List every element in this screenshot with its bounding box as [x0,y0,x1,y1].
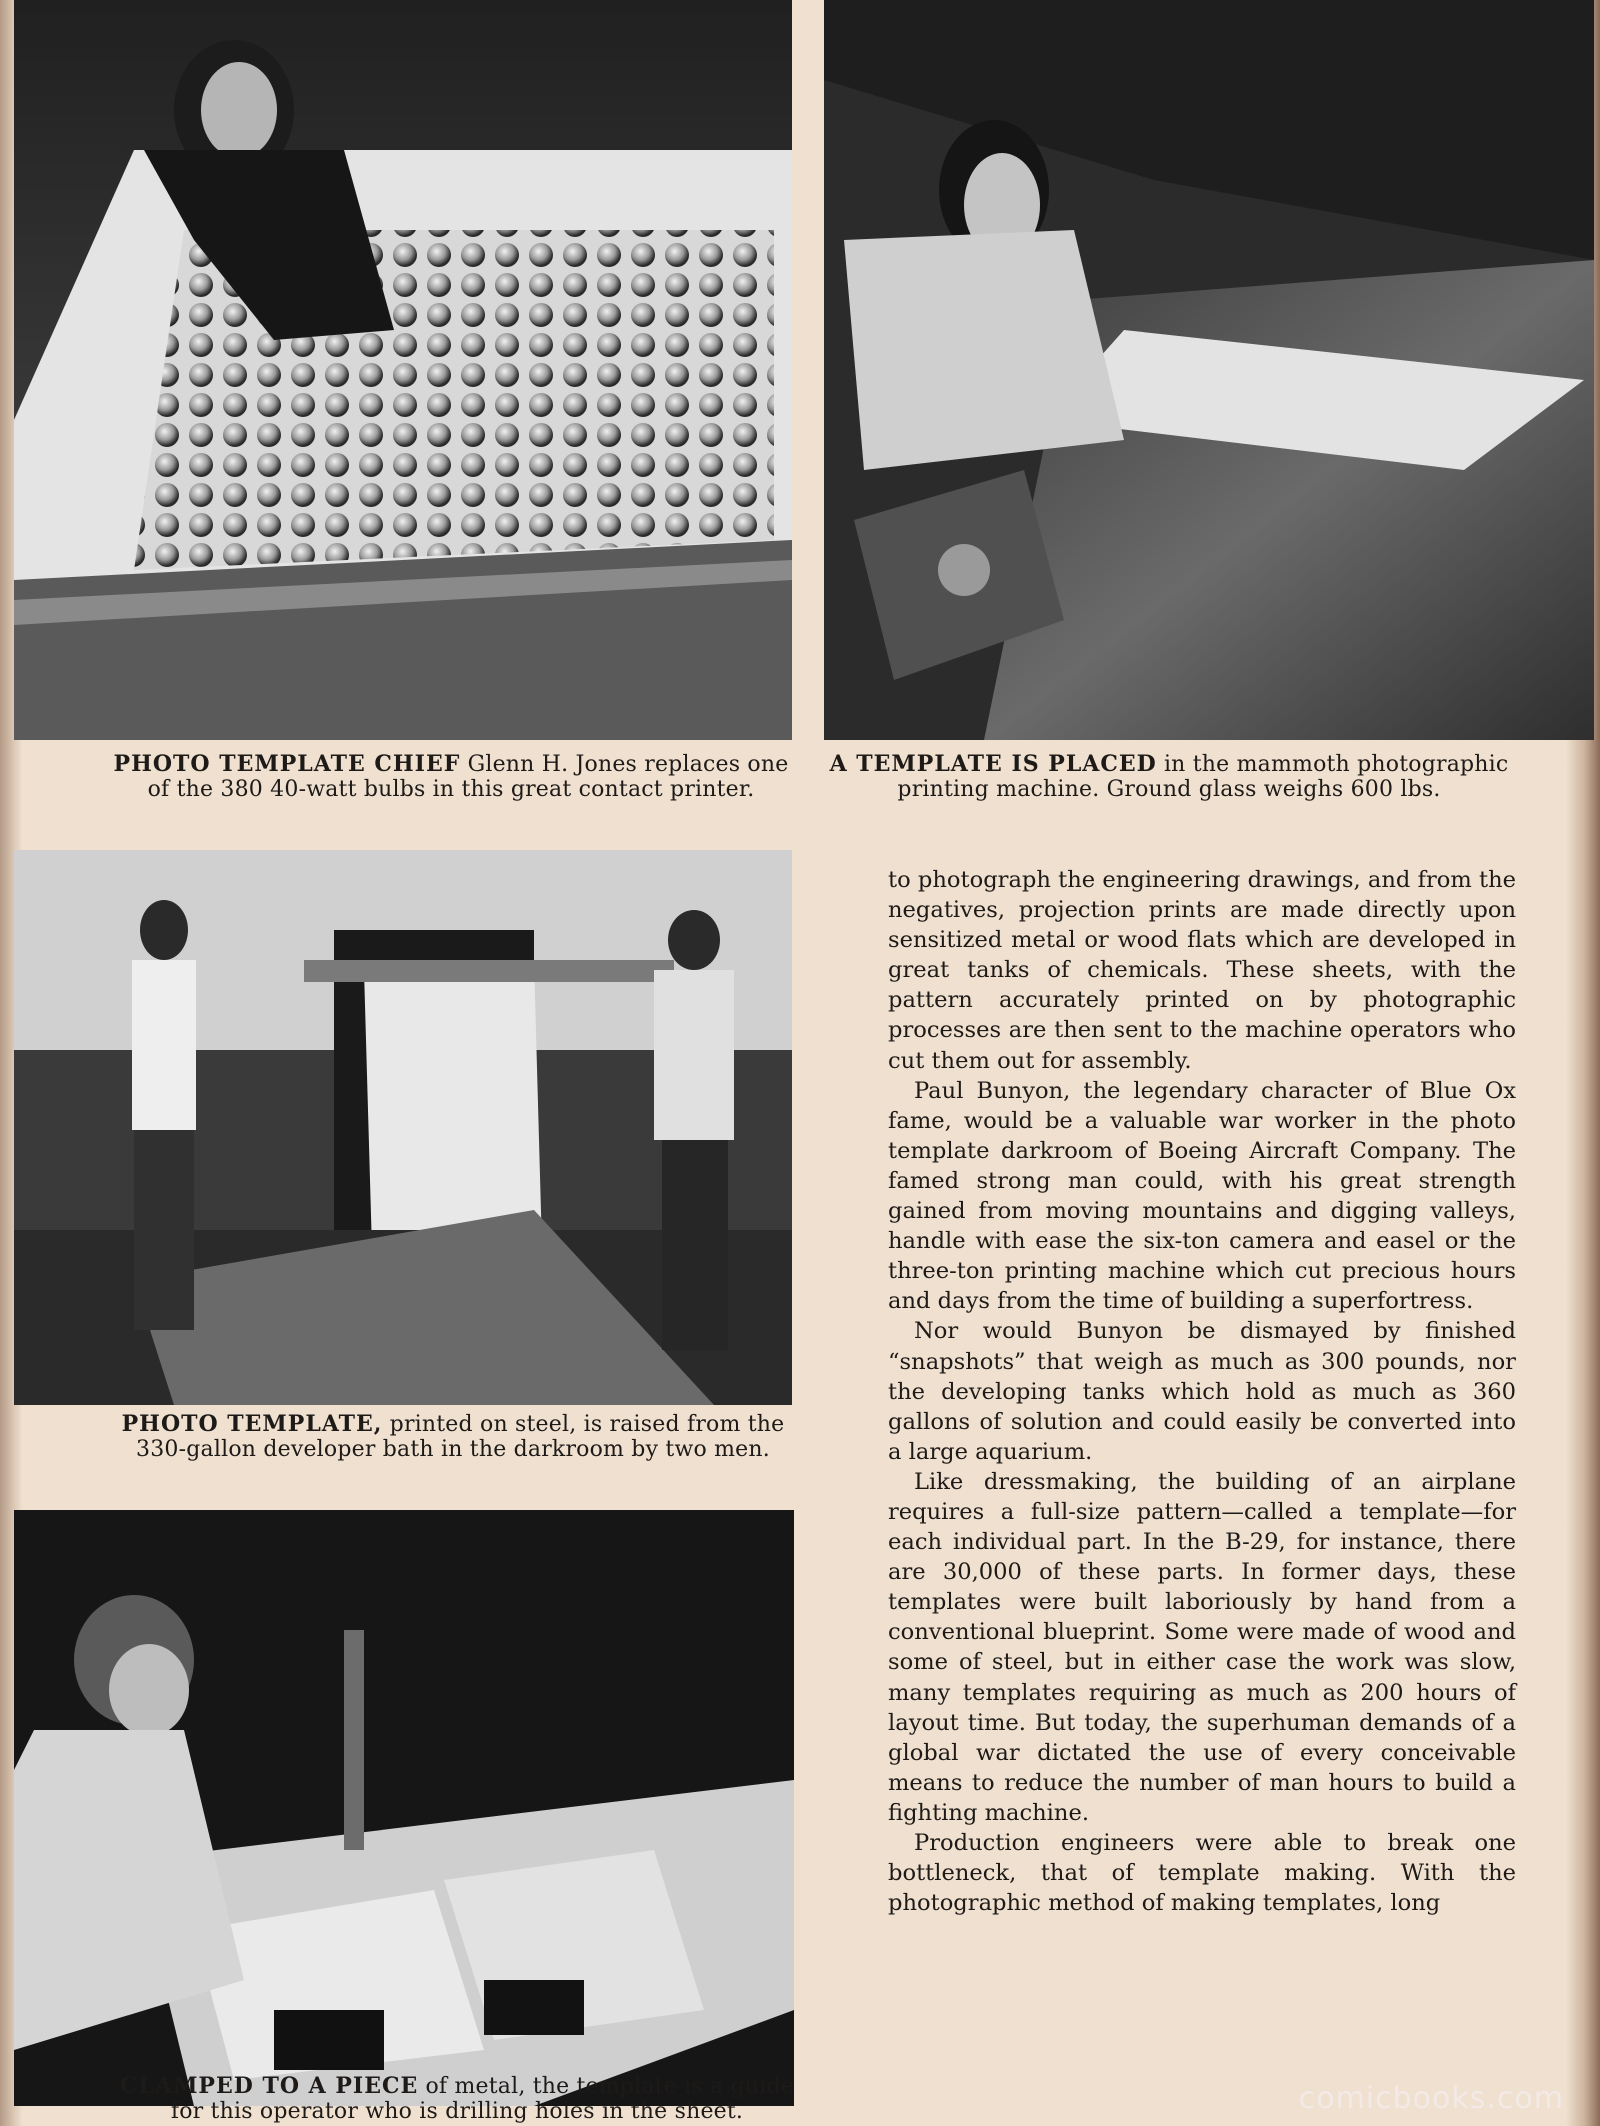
caption-lead: A TEMPLATE IS PLACED [829,751,1157,777]
caption-photo4 [112,2074,802,2124]
photo-developer-bath [14,850,792,1405]
caption-lead: CLAMPED TO A PIECE [120,2073,419,2099]
caption-text: of metal, the template is a guide for this operator who is drilling holes in the sheet. [170,2074,794,2124]
article-paragraph: Paul Bunyon, the legendary character of Blue Ox fame, would be a valuable war worker in the photo template darkroom of Boeing Aircraft Company. The famed strong man could, with his great strength gained from moving mountains and digging valleys, handle with ease the six-ton camera and easel or the three-ton printing machine which cut precious hours and days from the time of building a superfortress. [888,1077,1516,1315]
caption-photo3 [108,1412,798,1462]
caption-photo2 [826,752,1512,802]
article-paragraph: to photograph the engineering drawings, and from the negatives, projection prints are made directly upon sensitized metal or wood flats which are developed in great tanks of chemicals. These sheets, with the pattern accurately printed on by photographic processes are then sent to the machine operators who cut them out for assembly. [888,867,1516,1074]
caption-photo1 [108,752,794,802]
caption-text: printed on steel, is raised from the 330-gallon developer bath in the darkroom by two men. [136,1412,785,1462]
caption-text: in the mammoth photographic printing machine. Ground glass weighs 600 lbs. [897,752,1509,802]
photo-contact-printer [14,0,792,740]
article-paragraph: Like dressmaking, the building of an airplane requires a full-size pattern—called a template—for each individual part. In the B-29, for instance, there are 30,000 of these parts. In former days, these templates were built laboriously by hand from a conventional blueprint. Some were made of wood and some of steel, but in either case the work was slow, many templates requiring as much as 200 hours of layout time. But today, the superhuman demands of a global war dictated the use of every conceivable means to reduce the number of man hours to build a fighting machine. [888,1468,1516,1826]
photo-drilling-operator [14,1510,794,2106]
caption-lead: PHOTO TEMPLATE, [121,1411,383,1437]
caption-lead: PHOTO TEMPLATE CHIEF [113,751,461,777]
article-paragraph: Production engineers were able to break one bottleneck, that of template making. With the photographic method of making templates, long [888,1830,1516,1917]
watermark: comicbooks.com [1298,2081,1564,2116]
caption-text: Glenn H. Jones replaces one of the 380 40-watt bulbs in this great contact printer. [147,752,789,802]
article-body [888,865,1516,1918]
photo-printing-machine [824,0,1594,740]
article-paragraph: Nor would Bunyon be dismayed by finished “snapshots” that weigh as much as 300 pounds, nor the developing tanks which hold as much as 360 gallons of solution and could easily be converted into a large aquarium. [888,1318,1516,1465]
